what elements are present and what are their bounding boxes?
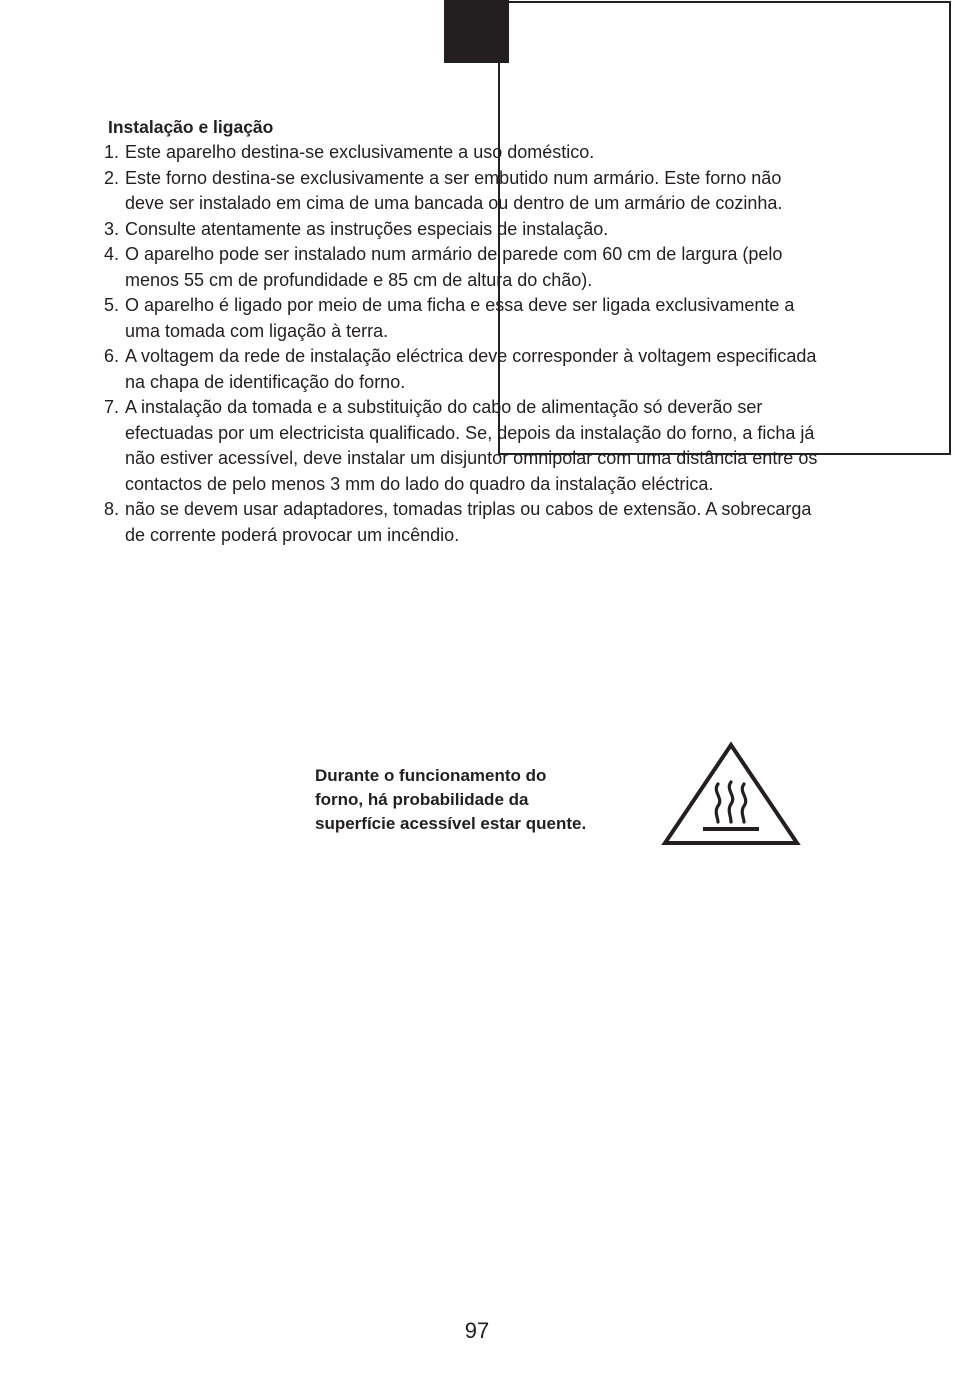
item-number: 4. bbox=[104, 244, 120, 264]
item-number: 7. bbox=[104, 397, 120, 417]
hot-surface-warning-text bbox=[315, 764, 645, 836]
list-item bbox=[104, 140, 824, 166]
list-item bbox=[104, 344, 824, 395]
list-item bbox=[104, 217, 824, 243]
item-text: Este forno destina-se exclusivamente a ser embutido num armário. Este forno não deve ser instalado em cima de uma bancada ou dentro de um armário de cozinha. bbox=[125, 167, 783, 213]
item-number: 8. bbox=[104, 499, 120, 519]
list-item bbox=[104, 293, 824, 344]
item-number: 1. bbox=[104, 142, 120, 162]
section-title: Instalação e ligação bbox=[108, 117, 274, 137]
item-text: O aparelho é ligado por meio de uma ficha e essa deve ser ligada exclusivamente a uma tomada com ligação à terra. bbox=[125, 295, 795, 341]
item-text: Este aparelho destina-se exclusivamente a uso doméstico. bbox=[125, 142, 595, 162]
item-text: A voltagem da rede de instalação eléctrica deve corresponder à voltagem especificada na chapa de identificação do forno. bbox=[125, 346, 817, 392]
item-text: não se devem usar adaptadores, tomadas triplas ou cabos de extensão. A sobrecarga de corrente poderá provocar um incêndio. bbox=[125, 499, 812, 545]
item-number: 3. bbox=[104, 218, 120, 239]
list-item bbox=[104, 242, 824, 293]
list-item bbox=[104, 395, 824, 497]
warning-line: Durante o funcionamento do bbox=[315, 766, 547, 785]
list-item bbox=[104, 166, 824, 217]
instruction-list bbox=[104, 140, 824, 548]
warning-line: superfície acessível estar quente. bbox=[315, 814, 587, 833]
list-item bbox=[104, 497, 824, 548]
item-number: 2. bbox=[104, 167, 120, 188]
item-number: 5. bbox=[104, 295, 120, 315]
item-text: A instalação da tomada e a substituição do cabo de alimentação só deverão ser efectuadas por um electricista qualificado. Se, depois da instalação do forno, a ficha já não estiver acessível, deve instalar um disjuntor omnipolar com uma distância entre os contactos de pelo menos 3 mm do lado do quadro da instalação eléctrica. bbox=[125, 397, 818, 494]
page-number: 97 bbox=[464, 1318, 490, 1343]
item-text: Consulte atentamente as instruções especiais de instalação. bbox=[125, 218, 609, 239]
installation-section bbox=[104, 116, 824, 548]
warning-line: forno, há probabilidade da bbox=[315, 790, 529, 809]
item-text: O aparelho pode ser instalado num armário de parede com 60 cm de largura (pelo menos 55 cm de profundidade e 85 cm de altura do chão). bbox=[125, 244, 783, 290]
item-number: 6. bbox=[104, 346, 120, 366]
hot-surface-warning-icon bbox=[660, 740, 802, 848]
